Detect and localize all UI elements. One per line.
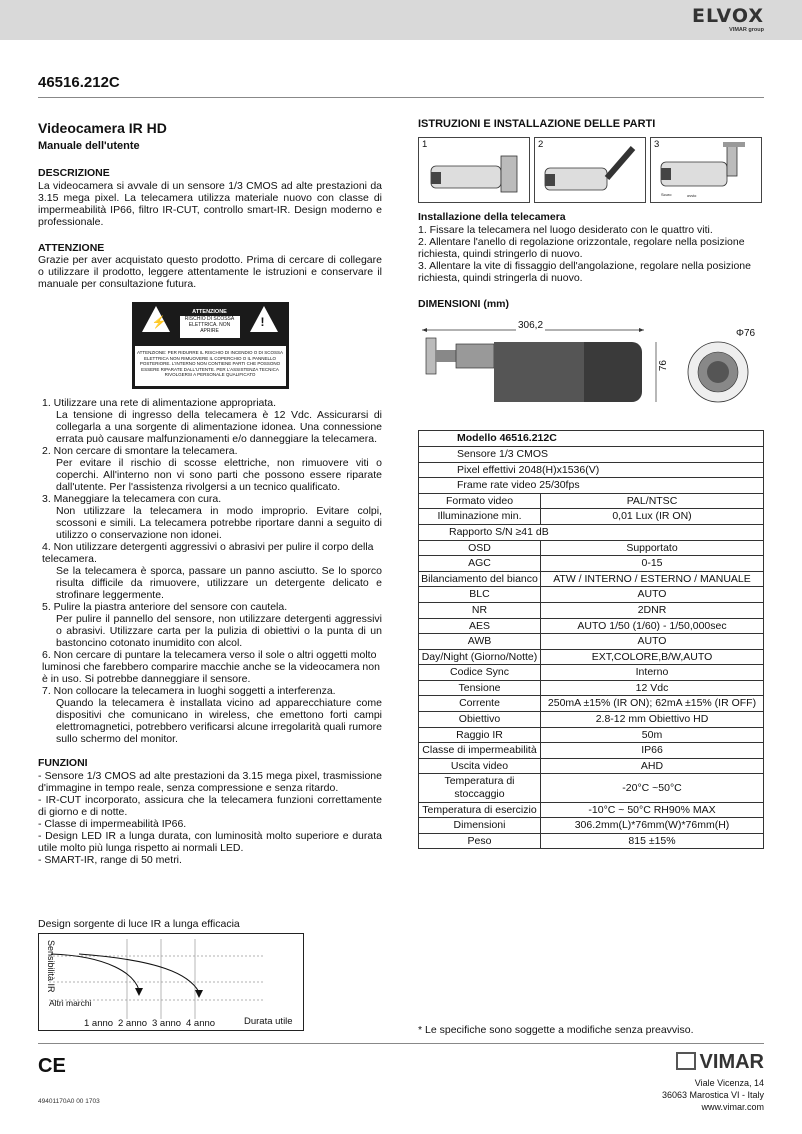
spec-label: OSD (419, 540, 541, 556)
dimension-height: 76 (658, 360, 669, 372)
install-item: 2. Allentare l'anello di regolazione orizzontale, regolare nella posizione richiesta, quindi stringerlo di nuovo. (418, 235, 745, 260)
graph-tick: 3 anno (152, 1018, 182, 1030)
spec-row (419, 431, 764, 447)
spec-value: 250mA ±15% (IR ON); 62mA ±15% (IR OFF) (541, 696, 764, 712)
precaution-head: 2. Non cercare di smontare la telecamera. (42, 445, 238, 458)
spec-value: EXT,COLORE,B/W,AUTO (541, 649, 764, 665)
spec-value: 12 Vdc (541, 680, 764, 696)
spec-label: Dimensioni (419, 818, 541, 834)
precaution-item (38, 445, 382, 493)
funzioni-list (38, 770, 382, 866)
camera-drawing (535, 138, 645, 202)
spec-label: Temperatura di stoccaggio (419, 774, 541, 802)
spec-label: NR (419, 602, 541, 618)
spec-cell: Sensore 1/3 CMOS (419, 446, 764, 462)
ir-durability-graph (38, 933, 304, 1031)
spec-value: -20°C ~50°C (541, 774, 764, 802)
spec-row (419, 618, 764, 634)
install-item: 1. Fissare la telecamera nel luogo desiderato con le quattro viti. (418, 223, 713, 236)
spec-row (419, 727, 764, 743)
spec-row (419, 571, 764, 587)
precaution-head: 6. Non cercare di puntare la telecamera verso il sole o altri oggetti molto luminosi che farebbero comparire macchie anche se la videocamera non è in uso. Si potrebbe danneggiare il sensore. (42, 649, 380, 686)
dimension-diameter: Φ76 (736, 328, 756, 340)
spec-row (419, 818, 764, 834)
descrizione-heading: DESCRIZIONE (38, 166, 110, 179)
graph-ylabel: Sensibilità IR (45, 940, 56, 993)
spec-row (419, 493, 764, 509)
graph-xlabel: Durata utile (244, 1016, 293, 1028)
precaution-head: 3. Maneggiare la telecamera con cura. (42, 493, 222, 506)
dimension-drawing (418, 316, 764, 406)
graph-tick: 1 anno (84, 1018, 114, 1030)
spec-label: AWB (419, 634, 541, 650)
install-item: 3. Allentare la vite di fissaggio dell'angolazione, regolare nella posizione richiesta, quindi stringerla di nuovo. (418, 259, 751, 284)
attenzione-text: Grazie per aver acquistato questo prodotto. Prima di cercare di collegare o utilizzare il prodotto, leggere attentamente le istruzioni e conservare il manuale per consultazione futura. (38, 254, 382, 291)
precautions-list (38, 397, 382, 745)
graph-tick: 2 anno (118, 1018, 148, 1030)
divider (38, 97, 764, 98)
spec-cell: Rapporto S/N ≥41 dB (419, 524, 764, 540)
spec-value: 2DNR (541, 602, 764, 618)
spec-label: Day/Night (Giorno/Notte) (419, 649, 541, 665)
vimar-logo: VIMAR (676, 1050, 764, 1074)
warning-label: ⚡ ATTENZIONE RISCHIO DI SCOSSA ELETTRICA. NON APRIRE ! ATTENZIONE: PER RIDURRE IL RISCHIO DI INCENDIO O DI SCOSSA ELETTRICA NON RIMUOVERE IL COPERCHIO O IL PANNELLO POSTERIORE. L'INTERNO NON CONTIENE PARTI CHE POSSONO ESSERE RIPARATE DALL'UTENTE. PER L'ASSISTENZA TECNICA RIVOLGERSI A PERSONALE QUALIFICATO (132, 302, 289, 389)
spec-row (419, 833, 764, 849)
precaution-head: 5. Pulire la piastra anteriore del sensore con cautela. (42, 601, 288, 614)
graph-title: Design sorgente di luce IR a lunga efficacia (38, 917, 240, 930)
spec-value: 2.8-12 mm Obiettivo HD (541, 712, 764, 728)
install-list (418, 224, 764, 284)
spec-row (419, 665, 764, 681)
funzioni-item: - IR-CUT incorporato, assicura che la telecamera funzioni correttamente di giorno e di notte. (38, 793, 382, 818)
spec-label: Illuminazione min. (419, 509, 541, 525)
spec-value: Interno (541, 665, 764, 681)
graph-legend: Altri marchi (49, 998, 92, 1009)
spec-row (419, 478, 764, 494)
spec-row (419, 446, 764, 462)
elvox-logo: ELVOX (692, 5, 764, 27)
company-address: Viale Vicenza, 14 36063 Marostica VI - Italy www.vimar.com (661, 1078, 764, 1112)
specs-note: * Le specifiche sono soggette a modifiche senza preavviso. (418, 1024, 694, 1036)
spec-label: Codice Sync (419, 665, 541, 681)
install-heading: Installazione della telecamera (418, 211, 566, 224)
right-column (418, 118, 764, 849)
precaution-item (38, 685, 382, 745)
spec-row (419, 587, 764, 603)
precaution-body: Per pulire il pannello del sensore, non utilizzare detergenti aggressivi o abrasivi. Utilizzare carta per la pulizia di obiettivi o la punta di un bastoncino cotonato inumidito con alcol. (56, 613, 382, 650)
spec-value: AHD (541, 758, 764, 774)
spec-value: IP66 (541, 743, 764, 759)
istruzioni-heading: ISTRUZIONI E INSTALLAZIONE DELLE PARTI (418, 118, 656, 130)
precaution-item (38, 493, 382, 541)
vimar-logo-icon (676, 1052, 696, 1070)
spec-label: BLC (419, 587, 541, 603)
spec-value: AUTO 1/50 (1/60) - 1/50,000sec (541, 618, 764, 634)
precaution-body: La tensione di ingresso della telecamera è 12 Vdc. Assicurarsi di collegarla a una sorgente di alimentazione idonea. Una connessione errata può causare malfunzionamenti e/o danneggiare la telecamera. (56, 409, 382, 446)
precaution-item (38, 601, 382, 649)
spec-value: Supportato (541, 540, 764, 556)
spec-row (419, 774, 764, 802)
spec-value: AUTO (541, 587, 764, 603)
arrow-head (135, 988, 143, 996)
spec-row (419, 524, 764, 540)
spec-value: -10°C ~ 50°C RH90% MAX (541, 802, 764, 818)
spec-label: Bilanciamento del bianco (419, 571, 541, 587)
spec-row (419, 556, 764, 572)
spec-label: Formato video (419, 493, 541, 509)
document-title: Videocamera IR HD (38, 120, 167, 136)
document-subtitle: Manuale dell'utente (38, 139, 140, 152)
warning-label-text: ATTENZIONE: PER RIDURRE IL RISCHIO DI INCENDIO O DI SCOSSA ELETTRICA NON RIMUOVERE IL COPERCHIO O IL PANNELLO POSTERIORE. L'INTERNO NON CONTIENE PARTI CHE POSSONO ESSERE RIPARATE DALL'UTENTE. PER L'ASSISTENZA TECNICA RIVOLGERSI A PERSONALE QUALIFICATO (135, 346, 286, 386)
spec-label: Peso (419, 833, 541, 849)
spec-row (419, 509, 764, 525)
spec-label: Classe di impermeabilità (419, 743, 541, 759)
spec-row (419, 712, 764, 728)
precaution-item (38, 397, 382, 445)
spec-value: AUTO (541, 634, 764, 650)
precaution-item (38, 649, 382, 685)
header-bar (0, 0, 802, 40)
attenzione-heading: ATTENZIONE (38, 241, 105, 254)
step-1-figure: 1 (418, 137, 530, 203)
precaution-body: Quando la telecamera è installata vicino ad apparecchiature come dispositivi che comunicano in wireless, che emettono forti campi elettromagnetici, potrebbero verificarsi alcune irregolarità quali rumore sullo schermo del monitor. (56, 697, 382, 746)
spec-value: PAL/NTSC (541, 493, 764, 509)
spec-label: Raggio IR (419, 727, 541, 743)
spec-label: Obiettivo (419, 712, 541, 728)
precaution-head: 1. Utilizzare una rete di alimentazione appropriata. (42, 397, 277, 410)
spec-row (419, 758, 764, 774)
step-3-figure: 3 Scuro ovvio (650, 137, 762, 203)
spec-value: 0,01 Lux (IR ON) (541, 509, 764, 525)
funzioni-heading: FUNZIONI (38, 757, 88, 770)
graph-tick: 4 anno (186, 1018, 216, 1030)
precaution-item (38, 541, 382, 601)
precaution-head: 7. Non collocare la telecamera in luoghi soggetti a interferenza. (42, 685, 336, 698)
spec-value: 815 ±15% (541, 833, 764, 849)
spec-row (419, 540, 764, 556)
spec-cell: Frame rate video 25/30fps (419, 478, 764, 494)
dimensioni-heading: DIMENSIONI (mm) (418, 297, 510, 310)
spec-label: Uscita video (419, 758, 541, 774)
dimension-length: 306,2 (518, 320, 544, 332)
precaution-body: Se la telecamera è sporca, passare un panno asciutto. Se lo sporco risulta difficile da rimuovere, utilizzare un detergente delicato e strofinare leggermente. (56, 565, 382, 602)
spec-label: Tensione (419, 680, 541, 696)
spec-value: ATW / INTERNO / ESTERNO / MANUALE (541, 571, 764, 587)
funzioni-item: - Sensore 1/3 CMOS ad alte prestazioni da 3.15 mega pixel, trasmissione d'immagine in tempo reale, senza compressione e senza ritardo. (38, 769, 382, 794)
precaution-body: Non utilizzare la telecamera in modo improprio. Evitare colpi, scossoni e simili. La telecamera potrebbe riportare danni a seguito di utilizzo o conservazione non idonei. (56, 505, 382, 542)
spec-cell: Pixel effettivi 2048(H)x1536(V) (419, 462, 764, 478)
arrow-head (195, 990, 203, 998)
spec-row (419, 602, 764, 618)
precaution-body: Per evitare il rischio di scosse elettriche, non rimuovere viti o coperchi. All'interno non vi sono parti che possono essere riparate dall'utente. Per l'assistenza rivolgersi a un tecnico qualificato. (56, 457, 382, 494)
spec-label: AGC (419, 556, 541, 572)
spec-label: AES (419, 618, 541, 634)
dimension-svg (418, 316, 764, 406)
funzioni-item: - Design LED IR a lunga durata, con luminosità molto superiore e durata utile molto più lunga rispetto ai normali LED. (38, 829, 382, 854)
document-id: 49401170A0 00 1703 (38, 1098, 100, 1105)
step-2-figure: 2 (534, 137, 646, 203)
warning-label-middle: ATTENZIONE RISCHIO DI SCOSSA ELETTRICA. NON APRIRE (180, 308, 240, 338)
installation-steps (418, 137, 764, 203)
spec-label: Temperatura di esercizio (419, 802, 541, 818)
spec-value: 50m (541, 727, 764, 743)
funzioni-item: - SMART-IR, range di 50 metri. (38, 853, 182, 866)
spec-row (419, 649, 764, 665)
footer-divider (38, 1043, 764, 1044)
ce-mark: CE (38, 1055, 66, 1077)
left-column (38, 120, 382, 1031)
spec-row (419, 696, 764, 712)
spec-row (419, 802, 764, 818)
funzioni-item: - Classe di impermeabilità IP66. (38, 817, 187, 830)
product-code: 46516.212C (38, 74, 120, 91)
spec-row (419, 680, 764, 696)
spec-cell: Modello 46516.212C (419, 431, 764, 447)
descrizione-text: La videocamera si avvale di un sensore 1/3 CMOS ad alte prestazioni da 3.15 mega pixel. La telecamera utilizza materiale nuovo con classe di impermeabilità IP66, filtro IR-CUT, controllo smart-IR. Design moderno e professionale. (38, 179, 382, 228)
camera-drawing (419, 138, 529, 202)
spec-table (418, 430, 764, 849)
spec-value: 306.2mm(L)*76mm(W)*76mm(H) (541, 818, 764, 834)
precaution-head: 4. Non utilizzare detergenti aggressivi o abrasivi per pulire il corpo della telecamera. (42, 541, 374, 566)
spec-row (419, 462, 764, 478)
spec-label: Corrente (419, 696, 541, 712)
spec-row (419, 743, 764, 759)
curve-other-brands-2 (79, 954, 199, 992)
spec-row (419, 634, 764, 650)
vimar-group-logo: VIMAR group (729, 27, 764, 33)
spec-value: 0-15 (541, 556, 764, 572)
